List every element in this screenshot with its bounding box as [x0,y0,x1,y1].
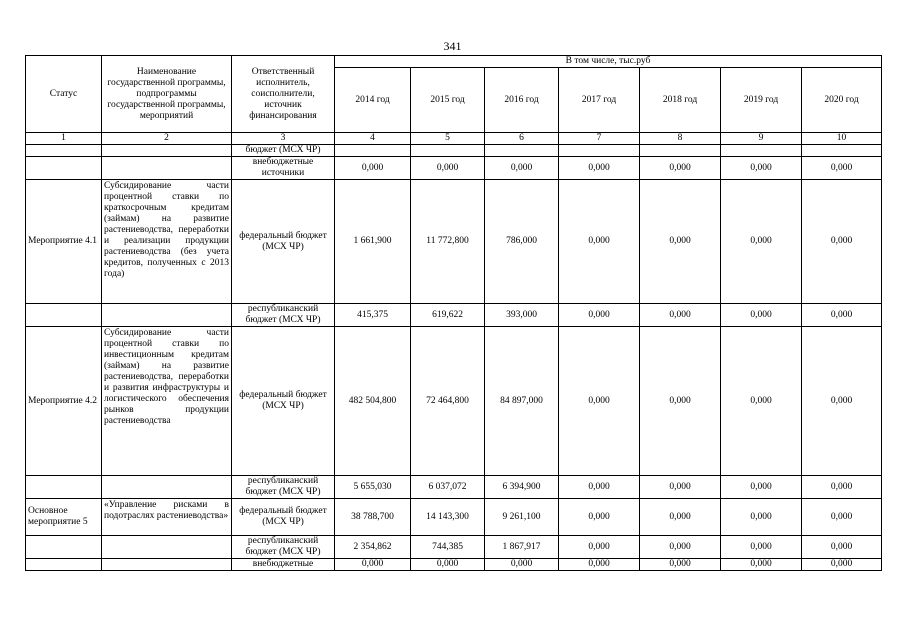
value-cell: 1 661,900 [335,180,411,304]
value-cell: 0,000 [802,536,882,559]
column-number: 6 [485,133,559,145]
value-cell [411,145,485,157]
value-cell: 0,000 [721,327,802,476]
value-cell: 0,000 [802,157,882,180]
value-cell: 0,000 [559,499,640,536]
header-year: 2015 год [411,68,485,133]
value-cell: 415,375 [335,304,411,327]
column-number: 7 [559,133,640,145]
value-cell: 0,000 [559,476,640,499]
column-number: 10 [802,133,882,145]
page-number: 341 [443,39,462,53]
table-row [26,180,882,304]
value-cell: 0,000 [721,157,802,180]
value-cell: 0,000 [485,157,559,180]
table-row [26,476,882,499]
header-responsible: Ответственный исполнитель, соисполнители, источник финансирования [232,56,335,133]
table-row [26,157,882,180]
value-cell: 0,000 [721,536,802,559]
name-cell: Субсидирование части процентной ставки по инвестиционным кредитам (займам) на развитие растениеводства, переработки и развития инфраструктуры и логистического обеспечения рынков продукции растениеводства [102,327,232,476]
value-cell: 744,385 [411,536,485,559]
value-cell: 38 788,700 [335,499,411,536]
name-cell: Субсидирование части процентной ставки по краткосрочным кредитам (займам) на развитие растениеводства, переработки и реализации продукции растениеводства (без учета кредитов, полученных с 2013 года) [102,180,232,304]
value-cell: 0,000 [640,180,721,304]
value-cell: 0,000 [721,304,802,327]
column-number: 9 [721,133,802,145]
column-number: 5 [411,133,485,145]
table-row [26,536,882,559]
name-cell: «Управление рисками в подотраслях растениеводства» [102,499,232,536]
header-year: 2014 год [335,68,411,133]
header-year: 2017 год [559,68,640,133]
value-cell: 0,000 [640,559,721,571]
name-cell [102,536,232,559]
column-number: 1 [26,133,102,145]
status-cell: Основное мероприятие 5 [26,499,102,536]
value-cell: 0,000 [335,559,411,571]
table-row [26,304,882,327]
value-cell: 0,000 [721,476,802,499]
column-number: 8 [640,133,721,145]
name-cell [102,145,232,157]
value-cell: 393,000 [485,304,559,327]
value-cell: 72 464,800 [411,327,485,476]
value-cell: 0,000 [721,499,802,536]
name-cell [102,304,232,327]
source-cell: внебюджетные источники [232,157,335,180]
status-cell: Мероприятие 4.2 [26,327,102,476]
value-cell: 619,622 [411,304,485,327]
source-cell: республиканский бюджет (МСХ ЧР) [232,476,335,499]
value-cell: 0,000 [485,559,559,571]
header-year: 2019 год [721,68,802,133]
value-cell: 0,000 [802,476,882,499]
status-cell [26,304,102,327]
header-year: 2020 год [802,68,882,133]
header-year: 2018 год [640,68,721,133]
value-cell: 0,000 [640,327,721,476]
column-number: 4 [335,133,411,145]
source-cell: федеральный бюджет (МСХ ЧР) [232,327,335,476]
status-cell [26,559,102,571]
table-row [26,327,882,476]
value-cell: 0,000 [640,536,721,559]
column-number: 2 [102,133,232,145]
source-cell: республиканский бюджет (МСХ ЧР) [232,304,335,327]
header-status: Статус [26,56,102,133]
name-cell [102,157,232,180]
value-cell: 0,000 [802,327,882,476]
header-year: 2016 год [485,68,559,133]
name-cell [102,559,232,571]
value-cell: 0,000 [559,304,640,327]
header-row-top [26,56,882,68]
value-cell [721,145,802,157]
value-cell [335,145,411,157]
value-cell: 6 394,900 [485,476,559,499]
table-row [26,559,882,571]
value-cell: 0,000 [640,476,721,499]
status-cell [26,476,102,499]
source-cell: бюджет (МСХ ЧР) [232,145,335,157]
source-cell: федеральный бюджет (МСХ ЧР) [232,180,335,304]
value-cell: 0,000 [802,304,882,327]
source-cell: федеральный бюджет (МСХ ЧР) [232,499,335,536]
header-name: Наименование государственной программы, подпрограммы государственной программы, мероприятий [102,56,232,133]
value-cell [640,145,721,157]
value-cell: 14 143,300 [411,499,485,536]
status-cell [26,157,102,180]
value-cell: 0,000 [721,180,802,304]
value-cell: 0,000 [802,559,882,571]
financing-table [25,55,882,571]
value-cell: 0,000 [559,157,640,180]
status-cell: Мероприятие 4.1 [26,180,102,304]
value-cell: 11 772,800 [411,180,485,304]
column-number: 3 [232,133,335,145]
value-cell: 1 867,917 [485,536,559,559]
name-cell [102,476,232,499]
table-row [26,145,882,157]
value-cell: 0,000 [640,499,721,536]
value-cell: 84 897,000 [485,327,559,476]
value-cell [485,145,559,157]
value-cell: 0,000 [559,559,640,571]
value-cell: 0,000 [411,559,485,571]
table-row [26,499,882,536]
value-cell: 0,000 [559,180,640,304]
source-cell: внебюджетные [232,559,335,571]
status-cell [26,145,102,157]
status-cell [26,536,102,559]
value-cell: 0,000 [802,499,882,536]
value-cell: 0,000 [640,304,721,327]
value-cell: 2 354,862 [335,536,411,559]
value-cell: 0,000 [721,559,802,571]
value-cell [559,145,640,157]
source-cell: республиканский бюджет (МСХ ЧР) [232,536,335,559]
column-number-row [26,133,882,145]
value-cell: 0,000 [559,536,640,559]
value-cell: 482 504,800 [335,327,411,476]
value-cell: 0,000 [411,157,485,180]
value-cell: 9 261,100 [485,499,559,536]
value-cell: 5 655,030 [335,476,411,499]
header-in-total: В том числе, тыс.руб [335,56,882,68]
value-cell: 0,000 [335,157,411,180]
value-cell: 0,000 [640,157,721,180]
value-cell [802,145,882,157]
value-cell: 6 037,072 [411,476,485,499]
value-cell: 0,000 [802,180,882,304]
value-cell: 786,000 [485,180,559,304]
value-cell: 0,000 [559,327,640,476]
